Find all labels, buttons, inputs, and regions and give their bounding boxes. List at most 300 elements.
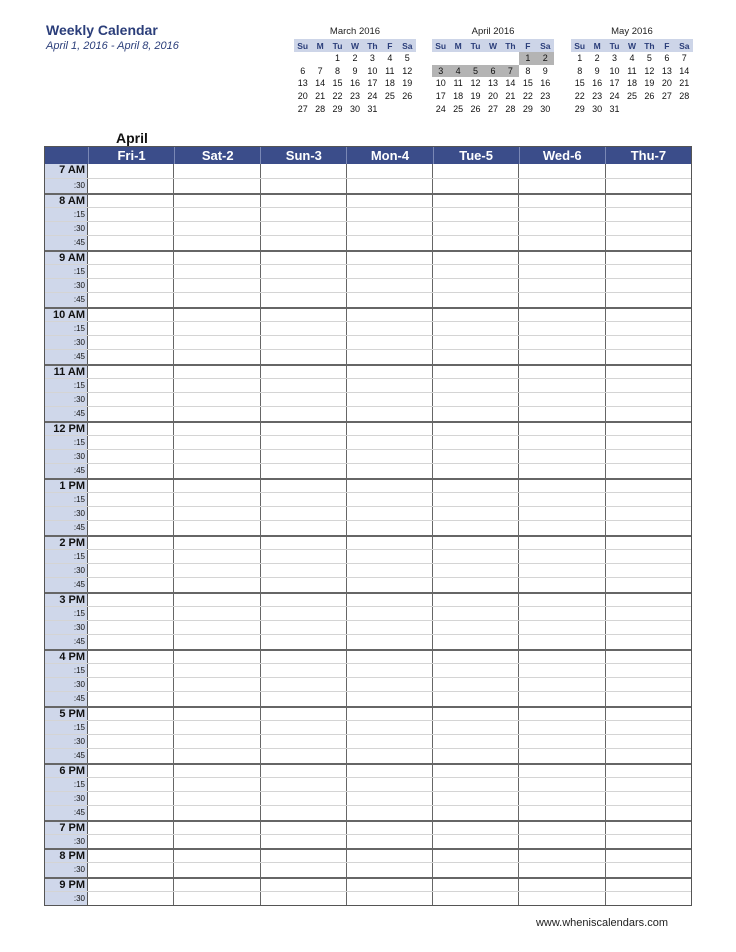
schedule-cell[interactable] (261, 309, 347, 321)
schedule-cell[interactable] (347, 651, 433, 663)
schedule-cell[interactable] (88, 222, 174, 235)
schedule-cell[interactable] (519, 464, 605, 477)
schedule-cell[interactable] (261, 863, 347, 876)
schedule-cell[interactable] (174, 578, 260, 591)
schedule-cell[interactable] (174, 678, 260, 691)
schedule-cell[interactable] (519, 179, 605, 192)
schedule-cell[interactable] (174, 366, 260, 378)
schedule-cell[interactable] (88, 892, 174, 905)
schedule-cell[interactable] (174, 835, 260, 848)
schedule-cell[interactable] (433, 863, 519, 876)
schedule-cell[interactable] (261, 322, 347, 335)
schedule-cell[interactable] (88, 293, 174, 306)
schedule-cell[interactable] (433, 651, 519, 663)
schedule-cell[interactable] (433, 450, 519, 463)
schedule-cell[interactable] (433, 708, 519, 720)
schedule-cell[interactable] (88, 309, 174, 321)
schedule-cell[interactable] (261, 195, 347, 207)
schedule-cell[interactable] (88, 493, 174, 506)
schedule-cell[interactable] (174, 822, 260, 834)
schedule-cell[interactable] (606, 822, 691, 834)
schedule-cell[interactable] (606, 507, 691, 520)
schedule-cell[interactable] (347, 293, 433, 306)
schedule-cell[interactable] (347, 279, 433, 292)
schedule-cell[interactable] (519, 594, 605, 606)
schedule-cell[interactable] (347, 322, 433, 335)
schedule-cell[interactable] (519, 835, 605, 848)
schedule-cell[interactable] (174, 621, 260, 634)
schedule-cell[interactable] (433, 822, 519, 834)
schedule-cell[interactable] (88, 195, 174, 207)
schedule-cell[interactable] (261, 765, 347, 777)
schedule-cell[interactable] (606, 493, 691, 506)
schedule-cell[interactable] (606, 806, 691, 819)
schedule-cell[interactable] (88, 379, 174, 392)
schedule-cell[interactable] (519, 521, 605, 534)
schedule-cell[interactable] (261, 892, 347, 905)
schedule-cell[interactable] (347, 550, 433, 563)
schedule-cell[interactable] (174, 664, 260, 677)
schedule-cell[interactable] (519, 863, 605, 876)
schedule-cell[interactable] (433, 806, 519, 819)
schedule-cell[interactable] (519, 493, 605, 506)
schedule-cell[interactable] (606, 835, 691, 848)
schedule-cell[interactable] (347, 222, 433, 235)
schedule-cell[interactable] (519, 265, 605, 278)
schedule-cell[interactable] (88, 208, 174, 221)
schedule-cell[interactable] (174, 708, 260, 720)
schedule-cell[interactable] (519, 850, 605, 862)
schedule-cell[interactable] (88, 423, 174, 435)
schedule-cell[interactable] (433, 892, 519, 905)
schedule-cell[interactable] (433, 379, 519, 392)
schedule-cell[interactable] (347, 236, 433, 249)
schedule-cell[interactable] (519, 664, 605, 677)
schedule-cell[interactable] (347, 850, 433, 862)
schedule-cell[interactable] (606, 863, 691, 876)
schedule-cell[interactable] (88, 822, 174, 834)
schedule-cell[interactable] (174, 863, 260, 876)
schedule-cell[interactable] (433, 279, 519, 292)
schedule-cell[interactable] (347, 407, 433, 420)
schedule-cell[interactable] (174, 778, 260, 791)
schedule-cell[interactable] (88, 635, 174, 648)
schedule-cell[interactable] (88, 480, 174, 492)
schedule-cell[interactable] (174, 423, 260, 435)
schedule-cell[interactable] (88, 521, 174, 534)
schedule-cell[interactable] (433, 594, 519, 606)
schedule-cell[interactable] (174, 537, 260, 549)
schedule-cell[interactable] (347, 521, 433, 534)
schedule-cell[interactable] (174, 322, 260, 335)
schedule-cell[interactable] (606, 293, 691, 306)
schedule-cell[interactable] (174, 265, 260, 278)
schedule-cell[interactable] (519, 279, 605, 292)
schedule-cell[interactable] (261, 735, 347, 748)
schedule-cell[interactable] (347, 179, 433, 192)
schedule-cell[interactable] (606, 309, 691, 321)
schedule-cell[interactable] (261, 708, 347, 720)
schedule-cell[interactable] (347, 578, 433, 591)
schedule-cell[interactable] (519, 879, 605, 891)
schedule-cell[interactable] (606, 521, 691, 534)
schedule-cell[interactable] (261, 493, 347, 506)
schedule-cell[interactable] (606, 195, 691, 207)
schedule-cell[interactable] (261, 621, 347, 634)
schedule-cell[interactable] (519, 892, 605, 905)
schedule-cell[interactable] (174, 521, 260, 534)
schedule-cell[interactable] (606, 749, 691, 762)
schedule-cell[interactable] (261, 822, 347, 834)
schedule-cell[interactable] (261, 550, 347, 563)
schedule-cell[interactable] (519, 322, 605, 335)
schedule-cell[interactable] (519, 550, 605, 563)
schedule-cell[interactable] (88, 607, 174, 620)
schedule-cell[interactable] (433, 393, 519, 406)
schedule-cell[interactable] (606, 480, 691, 492)
schedule-cell[interactable] (606, 436, 691, 449)
schedule-cell[interactable] (174, 480, 260, 492)
schedule-cell[interactable] (347, 564, 433, 577)
schedule-cell[interactable] (606, 279, 691, 292)
schedule-cell[interactable] (88, 765, 174, 777)
schedule-cell[interactable] (347, 450, 433, 463)
schedule-cell[interactable] (347, 423, 433, 435)
schedule-cell[interactable] (88, 578, 174, 591)
schedule-cell[interactable] (88, 806, 174, 819)
schedule-cell[interactable] (261, 293, 347, 306)
schedule-cell[interactable] (433, 195, 519, 207)
schedule-cell[interactable] (433, 850, 519, 862)
schedule-cell[interactable] (261, 436, 347, 449)
schedule-cell[interactable] (519, 350, 605, 363)
schedule-cell[interactable] (88, 550, 174, 563)
schedule-cell[interactable] (347, 379, 433, 392)
schedule-cell[interactable] (606, 635, 691, 648)
schedule-cell[interactable] (606, 236, 691, 249)
schedule-cell[interactable] (174, 806, 260, 819)
schedule-cell[interactable] (606, 594, 691, 606)
schedule-cell[interactable] (261, 678, 347, 691)
schedule-cell[interactable] (606, 222, 691, 235)
schedule-cell[interactable] (606, 678, 691, 691)
schedule-cell[interactable] (347, 464, 433, 477)
schedule-cell[interactable] (261, 279, 347, 292)
schedule-cell[interactable] (433, 350, 519, 363)
schedule-cell[interactable] (88, 464, 174, 477)
schedule-cell[interactable] (347, 507, 433, 520)
schedule-cell[interactable] (347, 879, 433, 891)
schedule-cell[interactable] (261, 521, 347, 534)
schedule-cell[interactable] (433, 607, 519, 620)
schedule-cell[interactable] (347, 635, 433, 648)
schedule-cell[interactable] (88, 407, 174, 420)
schedule-cell[interactable] (261, 879, 347, 891)
schedule-cell[interactable] (88, 366, 174, 378)
schedule-cell[interactable] (347, 621, 433, 634)
schedule-cell[interactable] (88, 179, 174, 192)
schedule-cell[interactable] (88, 164, 174, 178)
schedule-cell[interactable] (261, 507, 347, 520)
schedule-cell[interactable] (88, 507, 174, 520)
schedule-cell[interactable] (261, 537, 347, 549)
schedule-cell[interactable] (88, 393, 174, 406)
schedule-cell[interactable] (519, 651, 605, 663)
schedule-cell[interactable] (174, 436, 260, 449)
schedule-cell[interactable] (347, 721, 433, 734)
schedule-cell[interactable] (88, 835, 174, 848)
schedule-cell[interactable] (519, 537, 605, 549)
schedule-cell[interactable] (606, 464, 691, 477)
schedule-cell[interactable] (347, 863, 433, 876)
schedule-cell[interactable] (174, 850, 260, 862)
schedule-cell[interactable] (519, 309, 605, 321)
schedule-cell[interactable] (261, 179, 347, 192)
schedule-cell[interactable] (88, 678, 174, 691)
schedule-cell[interactable] (519, 208, 605, 221)
schedule-cell[interactable] (606, 721, 691, 734)
schedule-cell[interactable] (606, 423, 691, 435)
schedule-cell[interactable] (519, 564, 605, 577)
schedule-cell[interactable] (347, 678, 433, 691)
schedule-cell[interactable] (433, 765, 519, 777)
schedule-cell[interactable] (606, 407, 691, 420)
schedule-cell[interactable] (88, 252, 174, 264)
schedule-cell[interactable] (347, 692, 433, 705)
schedule-cell[interactable] (174, 208, 260, 221)
schedule-cell[interactable] (606, 379, 691, 392)
schedule-cell[interactable] (606, 265, 691, 278)
schedule-cell[interactable] (347, 336, 433, 349)
schedule-cell[interactable] (519, 749, 605, 762)
schedule-cell[interactable] (606, 778, 691, 791)
schedule-cell[interactable] (433, 222, 519, 235)
schedule-cell[interactable] (606, 621, 691, 634)
schedule-cell[interactable] (261, 265, 347, 278)
schedule-cell[interactable] (433, 621, 519, 634)
schedule-cell[interactable] (261, 692, 347, 705)
schedule-cell[interactable] (88, 721, 174, 734)
schedule-cell[interactable] (519, 480, 605, 492)
schedule-cell[interactable] (519, 578, 605, 591)
schedule-cell[interactable] (174, 252, 260, 264)
schedule-cell[interactable] (174, 309, 260, 321)
schedule-cell[interactable] (433, 464, 519, 477)
schedule-cell[interactable] (519, 450, 605, 463)
schedule-cell[interactable] (347, 537, 433, 549)
schedule-cell[interactable] (261, 236, 347, 249)
schedule-cell[interactable] (433, 407, 519, 420)
schedule-cell[interactable] (433, 265, 519, 278)
schedule-cell[interactable] (88, 336, 174, 349)
schedule-cell[interactable] (261, 651, 347, 663)
schedule-cell[interactable] (606, 850, 691, 862)
schedule-cell[interactable] (261, 336, 347, 349)
schedule-cell[interactable] (519, 336, 605, 349)
schedule-cell[interactable] (88, 436, 174, 449)
schedule-cell[interactable] (174, 594, 260, 606)
schedule-cell[interactable] (261, 792, 347, 805)
schedule-cell[interactable] (88, 322, 174, 335)
schedule-cell[interactable] (347, 594, 433, 606)
schedule-cell[interactable] (88, 564, 174, 577)
schedule-cell[interactable] (606, 252, 691, 264)
schedule-cell[interactable] (261, 835, 347, 848)
schedule-cell[interactable] (261, 594, 347, 606)
schedule-cell[interactable] (261, 379, 347, 392)
schedule-cell[interactable] (174, 564, 260, 577)
schedule-cell[interactable] (174, 350, 260, 363)
schedule-cell[interactable] (347, 164, 433, 178)
schedule-cell[interactable] (519, 393, 605, 406)
schedule-cell[interactable] (606, 164, 691, 178)
schedule-cell[interactable] (433, 578, 519, 591)
schedule-cell[interactable] (433, 692, 519, 705)
schedule-cell[interactable] (347, 366, 433, 378)
schedule-cell[interactable] (174, 550, 260, 563)
schedule-cell[interactable] (519, 423, 605, 435)
schedule-cell[interactable] (519, 765, 605, 777)
schedule-cell[interactable] (519, 293, 605, 306)
schedule-cell[interactable] (433, 480, 519, 492)
schedule-cell[interactable] (606, 879, 691, 891)
schedule-cell[interactable] (174, 721, 260, 734)
schedule-cell[interactable] (606, 692, 691, 705)
schedule-cell[interactable] (174, 692, 260, 705)
schedule-cell[interactable] (433, 252, 519, 264)
schedule-cell[interactable] (433, 293, 519, 306)
schedule-cell[interactable] (261, 749, 347, 762)
schedule-cell[interactable] (519, 507, 605, 520)
schedule-cell[interactable] (174, 635, 260, 648)
schedule-cell[interactable] (433, 664, 519, 677)
schedule-cell[interactable] (347, 493, 433, 506)
schedule-cell[interactable] (174, 749, 260, 762)
schedule-cell[interactable] (261, 222, 347, 235)
schedule-cell[interactable] (433, 208, 519, 221)
schedule-cell[interactable] (519, 252, 605, 264)
schedule-cell[interactable] (261, 164, 347, 178)
schedule-cell[interactable] (261, 423, 347, 435)
schedule-cell[interactable] (347, 252, 433, 264)
schedule-cell[interactable] (347, 480, 433, 492)
schedule-cell[interactable] (347, 822, 433, 834)
schedule-cell[interactable] (433, 521, 519, 534)
schedule-cell[interactable] (174, 293, 260, 306)
schedule-cell[interactable] (261, 778, 347, 791)
schedule-cell[interactable] (433, 678, 519, 691)
schedule-cell[interactable] (347, 792, 433, 805)
schedule-cell[interactable] (606, 550, 691, 563)
schedule-cell[interactable] (433, 236, 519, 249)
schedule-cell[interactable] (433, 792, 519, 805)
schedule-cell[interactable] (347, 195, 433, 207)
schedule-cell[interactable] (433, 749, 519, 762)
schedule-cell[interactable] (88, 265, 174, 278)
schedule-cell[interactable] (88, 863, 174, 876)
schedule-cell[interactable] (174, 892, 260, 905)
schedule-cell[interactable] (347, 664, 433, 677)
schedule-cell[interactable] (606, 564, 691, 577)
schedule-cell[interactable] (519, 692, 605, 705)
schedule-cell[interactable] (261, 208, 347, 221)
schedule-cell[interactable] (433, 735, 519, 748)
schedule-cell[interactable] (433, 721, 519, 734)
schedule-cell[interactable] (433, 179, 519, 192)
schedule-cell[interactable] (519, 778, 605, 791)
schedule-cell[interactable] (347, 350, 433, 363)
schedule-cell[interactable] (606, 651, 691, 663)
schedule-cell[interactable] (261, 480, 347, 492)
schedule-cell[interactable] (174, 507, 260, 520)
schedule-cell[interactable] (519, 678, 605, 691)
schedule-cell[interactable] (347, 749, 433, 762)
schedule-cell[interactable] (606, 366, 691, 378)
schedule-cell[interactable] (519, 721, 605, 734)
schedule-cell[interactable] (519, 792, 605, 805)
schedule-cell[interactable] (88, 621, 174, 634)
schedule-cell[interactable] (174, 735, 260, 748)
schedule-cell[interactable] (519, 236, 605, 249)
schedule-cell[interactable] (261, 407, 347, 420)
schedule-cell[interactable] (174, 236, 260, 249)
schedule-cell[interactable] (261, 564, 347, 577)
schedule-cell[interactable] (519, 407, 605, 420)
schedule-cell[interactable] (88, 537, 174, 549)
schedule-cell[interactable] (88, 651, 174, 663)
schedule-cell[interactable] (519, 436, 605, 449)
schedule-cell[interactable] (347, 778, 433, 791)
schedule-cell[interactable] (519, 164, 605, 178)
schedule-cell[interactable] (174, 464, 260, 477)
schedule-cell[interactable] (433, 322, 519, 335)
schedule-cell[interactable] (88, 664, 174, 677)
schedule-cell[interactable] (433, 423, 519, 435)
schedule-cell[interactable] (88, 279, 174, 292)
schedule-cell[interactable] (606, 336, 691, 349)
schedule-cell[interactable] (347, 208, 433, 221)
schedule-cell[interactable] (261, 607, 347, 620)
schedule-cell[interactable] (606, 322, 691, 335)
schedule-cell[interactable] (88, 850, 174, 862)
schedule-cell[interactable] (606, 607, 691, 620)
schedule-cell[interactable] (433, 564, 519, 577)
schedule-cell[interactable] (519, 822, 605, 834)
schedule-cell[interactable] (174, 393, 260, 406)
schedule-cell[interactable] (261, 393, 347, 406)
schedule-cell[interactable] (519, 635, 605, 648)
schedule-cell[interactable] (606, 179, 691, 192)
schedule-cell[interactable] (261, 252, 347, 264)
schedule-cell[interactable] (519, 366, 605, 378)
schedule-cell[interactable] (606, 765, 691, 777)
schedule-cell[interactable] (606, 450, 691, 463)
schedule-cell[interactable] (606, 892, 691, 905)
schedule-cell[interactable] (519, 735, 605, 748)
schedule-cell[interactable] (433, 550, 519, 563)
schedule-cell[interactable] (261, 366, 347, 378)
schedule-cell[interactable] (88, 879, 174, 891)
schedule-cell[interactable] (433, 164, 519, 178)
schedule-cell[interactable] (606, 350, 691, 363)
schedule-cell[interactable] (347, 265, 433, 278)
schedule-cell[interactable] (347, 892, 433, 905)
schedule-cell[interactable] (433, 778, 519, 791)
schedule-cell[interactable] (347, 735, 433, 748)
schedule-cell[interactable] (519, 607, 605, 620)
schedule-cell[interactable] (606, 393, 691, 406)
schedule-cell[interactable] (433, 336, 519, 349)
